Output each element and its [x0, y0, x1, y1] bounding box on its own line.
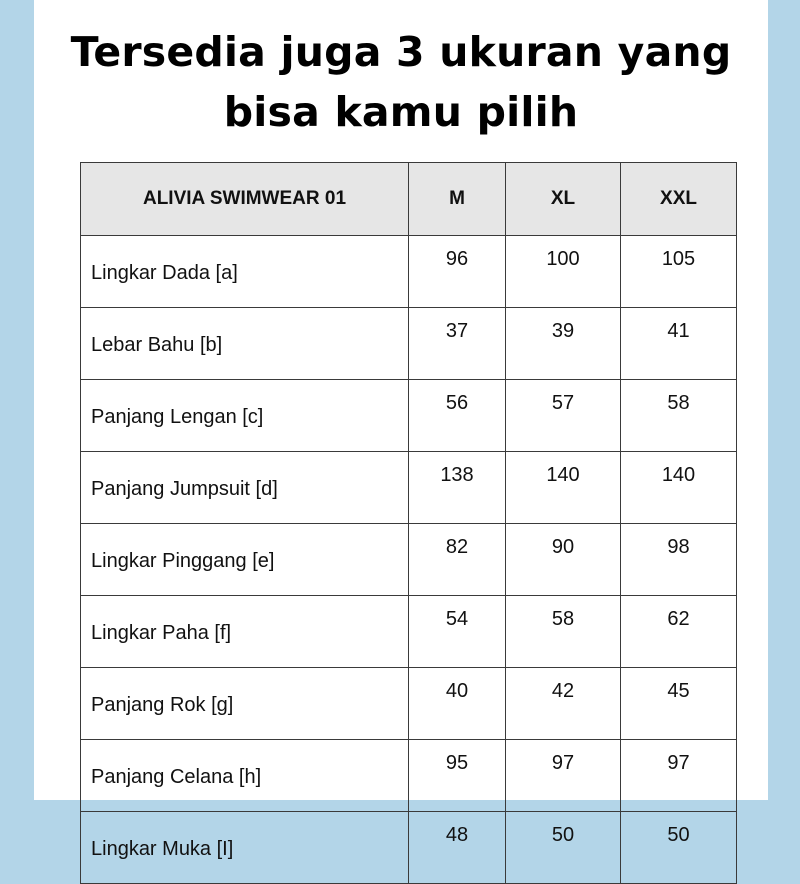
table-row	[81, 236, 737, 308]
cell-xxl: 45	[621, 668, 737, 740]
row-label: Lingkar Muka [I]	[81, 812, 409, 884]
cell-m: 96	[409, 236, 506, 308]
title-line-2: bisa kamu pilih	[223, 88, 579, 136]
header-size-xl: XL	[506, 163, 621, 236]
cell-xxl: 41	[621, 308, 737, 380]
cell-m: 138	[409, 452, 506, 524]
header-size-xxl: XXL	[621, 163, 737, 236]
cell-xl: 57	[506, 380, 621, 452]
cell-m: 95	[409, 740, 506, 812]
cell-m: 54	[409, 596, 506, 668]
row-label: Panjang Celana [h]	[81, 740, 409, 812]
cell-xxl: 140	[621, 452, 737, 524]
header-product: ALIVIA SWIMWEAR 01	[81, 163, 409, 236]
size-chart-table	[80, 162, 737, 884]
table-row	[81, 524, 737, 596]
row-label: Lebar Bahu [b]	[81, 308, 409, 380]
table-row	[81, 740, 737, 812]
cell-m: 37	[409, 308, 506, 380]
cell-m: 56	[409, 380, 506, 452]
row-label: Panjang Lengan [c]	[81, 380, 409, 452]
header-size-m: M	[409, 163, 506, 236]
cell-xxl: 58	[621, 380, 737, 452]
cell-xxl: 98	[621, 524, 737, 596]
row-label: Lingkar Pinggang [e]	[81, 524, 409, 596]
table-row	[81, 812, 737, 884]
cell-xl: 39	[506, 308, 621, 380]
title-line-1: Tersedia juga 3 ukuran yang	[70, 28, 732, 76]
row-label: Lingkar Paha [f]	[81, 596, 409, 668]
cell-xl: 100	[506, 236, 621, 308]
table-row	[81, 452, 737, 524]
cell-xl: 97	[506, 740, 621, 812]
cell-xl: 42	[506, 668, 621, 740]
cell-xl: 50	[506, 812, 621, 884]
table-header-row	[81, 163, 737, 236]
page-title	[34, 22, 768, 142]
table-row	[81, 308, 737, 380]
cell-xxl: 97	[621, 740, 737, 812]
cell-xl: 140	[506, 452, 621, 524]
cell-xxl: 105	[621, 236, 737, 308]
cell-xl: 90	[506, 524, 621, 596]
table-row	[81, 596, 737, 668]
row-label: Panjang Rok [g]	[81, 668, 409, 740]
cell-m: 40	[409, 668, 506, 740]
cell-m: 82	[409, 524, 506, 596]
cell-m: 48	[409, 812, 506, 884]
cell-xxl: 62	[621, 596, 737, 668]
cell-xl: 58	[506, 596, 621, 668]
table-row	[81, 668, 737, 740]
cell-xxl: 50	[621, 812, 737, 884]
table-row	[81, 380, 737, 452]
row-label: Panjang Jumpsuit [d]	[81, 452, 409, 524]
row-label: Lingkar Dada [a]	[81, 236, 409, 308]
content-panel	[34, 0, 768, 860]
